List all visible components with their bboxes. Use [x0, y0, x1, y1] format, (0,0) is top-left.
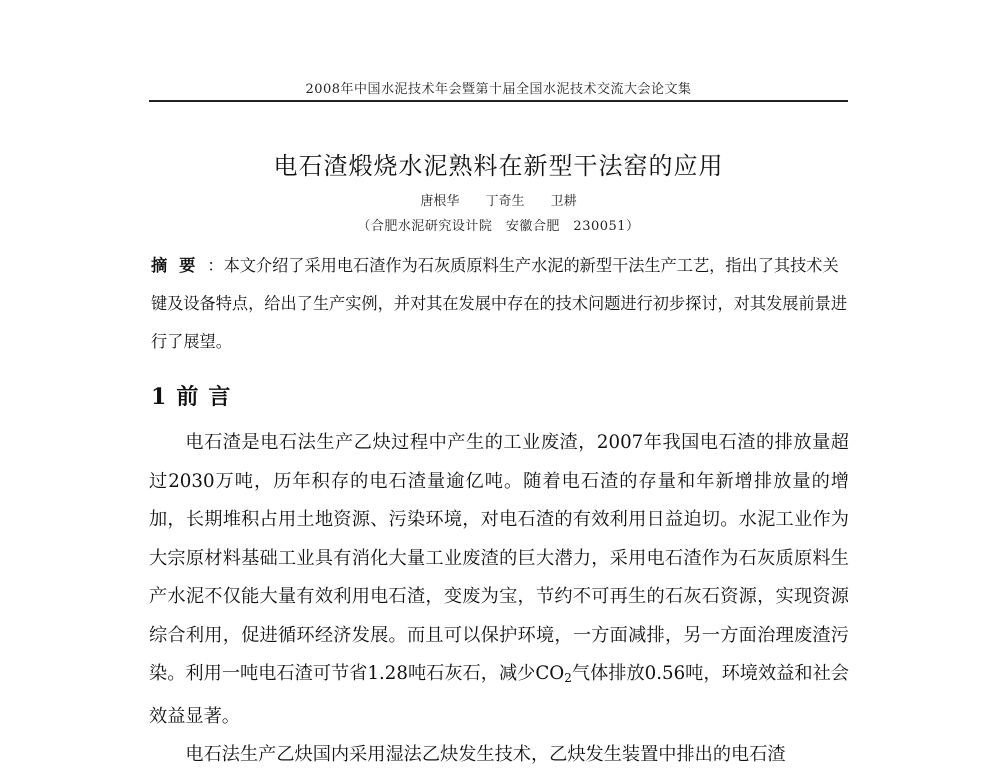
paragraph	[149, 424, 849, 736]
paragraph-text: 电石渣是电石法生产乙炔过程中产生的工业废渣，2007年我国电石渣的排放量超过2030万吨，历年积存的电石渣量逾亿吨。随着电石渣的存量和年新增排放量的增加，长期堆积占用土地资源、污染环境，对电石渣的有效利用日益迫切。水泥工业作为大宗原材料基础工业具有消化大量工业废渣的巨大潜力，采用电石渣作为石灰质原料生产水泥不仅能大量有效利用电石渣，变废为宝，节约不可再生的石灰石资源，实现资源综合利用，促进循环经济发展。而且可以保护环境，一方面减排，另一方面治理废渣污染。利用一吨电石渣可节省1.28吨石灰石，减少	[149, 432, 849, 684]
chemical-formula: $CO_2$	[535, 663, 572, 685]
author: 丁奇生	[485, 194, 525, 209]
abstract-label: 摘要	[151, 256, 208, 275]
abstract	[151, 247, 851, 361]
paragraph-text: 电石法生产乙炔国内采用湿法乙炔发生技术，乙炔发生装置中排出的电石渣	[185, 744, 786, 765]
abstract-text: 本文介绍了采用电石渣作为石灰质原料生产水泥的新型干法生产工艺，指出了其技术关键及设备特点，给出了生产实例，并对其在发展中存在的技术问题进行初步探讨，对其发展前景进行了展望。	[151, 256, 848, 351]
body-text	[149, 424, 849, 775]
section-heading	[151, 380, 240, 411]
paper-title: 电石渣煅烧水泥熟料在新型干法窑的应用	[273, 152, 724, 180]
header-rule	[149, 100, 848, 102]
affiliation: （合肥水泥研究设计院 安徽合肥 230051）	[357, 219, 640, 234]
section-title: 前言	[176, 384, 241, 410]
paragraph-text: 气体排放0.56吨，环境效益和社会效益显著。	[149, 663, 849, 727]
author: 唐根华	[420, 194, 460, 209]
author-list	[149, 190, 848, 209]
running-header: 2008年中国水泥技术年会暨第十届全国水泥技术交流大会论文集	[305, 82, 692, 97]
abstract-separator: ：	[207, 256, 224, 275]
author: 卫耕	[550, 194, 577, 209]
paragraph	[149, 736, 849, 775]
section-number: 1	[151, 384, 167, 410]
